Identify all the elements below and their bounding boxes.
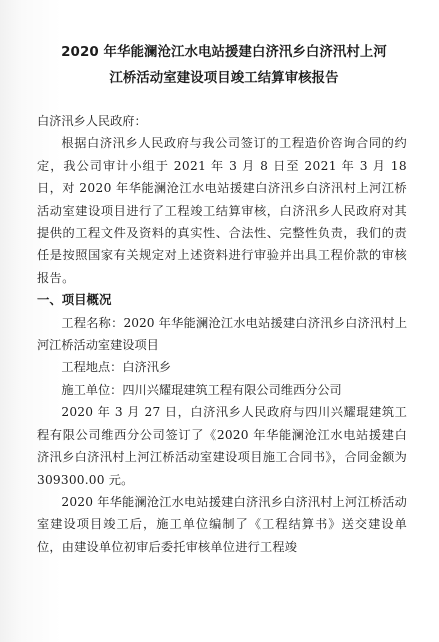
contractor-label: 施工单位： [61,382,123,397]
section-heading-project-overview: 一、项目概况 [37,292,112,308]
project-name-label: 工程名称： [61,315,124,330]
project-name-value: 2020 年华能澜沧江水电站援建白济汛乡白济汛村上河江桥活动室建设项目 [37,315,408,353]
settlement-paragraph: 2020 年华能澜沧江水电站援建白济汛乡白济汛村上河江桥活动室建设项目竣工后，施工单位编制了《工程结算书》送交建设单位，由建设单位初审后委托审核单位进行工程竣 [37,494,407,554]
project-location-value: 白济汛乡 [122,360,172,375]
report-title [37,40,407,92]
contract-paragraph: 2020 年 3 月 27 日，白济汛乡人民政府与四川兴耀琨建筑工程有限公司维西分公司签订了《2020 年华能澜沧江水电站援建白济汛乡白济汛村上河江桥活动室建设项目施工合同书》，合同金额为 309300.00 元。 [37,405,407,487]
contractor-value: 四川兴耀琨建筑工程有限公司维西分公司 [122,382,342,397]
intro-paragraph: 根据白济汛乡人民政府与我公司签订的工程造价咨询合同的约定，我公司审计小组于 2021 年 3 月 8 日至 2021 年 3 月 18 日，对 2020 年华能澜沧江水电站援建白济汛乡白济汛村上河江桥活动室建设项目进行了工程竣工结算审核，白济汛乡人民政府对其提供的工程文件及资料的真实性、合法性、完整性负责，我们的责任是按照国家有关规定对上述资料进行审验并出具工程价款的审核报告。 [37,136,407,285]
salutation: 白济汛乡人民政府： [37,114,147,128]
report-title-line-2: 江桥活动室建设项目竣工结算审核报告 [109,71,339,86]
project-location-row [37,356,407,378]
project-name-row [37,312,407,357]
report-title-line-1: 2020 年华能澜沧江水电站援建白济汛乡白济汛村上河 [61,45,387,60]
contractor-row [37,379,407,401]
project-location-label: 工程地点： [61,360,123,375]
